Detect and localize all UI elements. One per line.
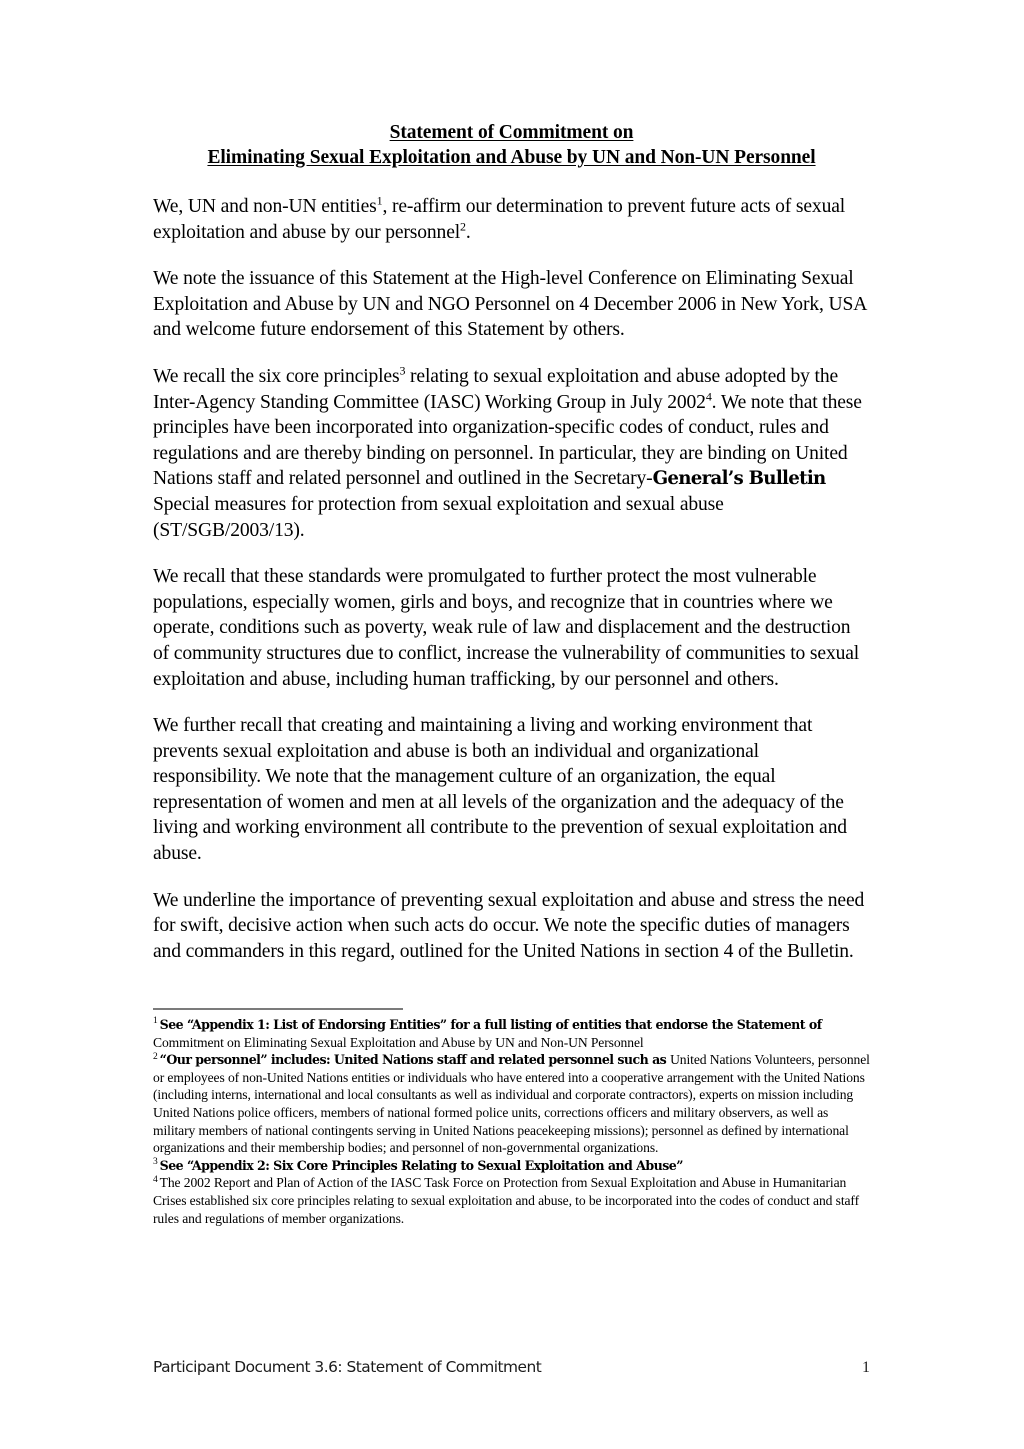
- emphasized-text: General’s Bulletin: [652, 468, 826, 490]
- document-content: [153, 0, 870, 964]
- emphasized-text: See “Appendix 2: Six Core Principles Relating to Sexual Exploitation and Abuse”: [159, 1157, 683, 1173]
- emphasized-text: “Our personnel” includes: United Nations staff and related personnel such as: [159, 1052, 671, 1068]
- footnote-list: [153, 1016, 870, 1227]
- footer-page-number: 1: [862, 1359, 870, 1376]
- title-line-1: Statement of Commitment on: [389, 122, 634, 143]
- footnotes-section: [153, 1008, 870, 1227]
- footnote-marker: 2: [153, 1051, 158, 1062]
- footnote-reference[interactable]: 1: [376, 193, 383, 208]
- body-paragraph: We further recall that creating and maintaining a living and working environment that prevents sexual exploitation and abuse is both an individual and organizational responsibility. We note that the management culture of an organization, the equal representation of women and men at all levels of the organization and the adequacy of the living and working environment all contribute to the prevention of sexual exploitation and abuse.: [153, 715, 847, 865]
- footnote-item: [153, 1157, 870, 1175]
- footnote-item: $^2$ “Our personnel” includes: United Nations staff and related personnel such as United Nations Volunteers, personnel or employees of non-United Nations entities or individuals who have entered into a cooperative arrangement with the United Nations (including interns, international and local consultants as well as individual and corporate contractors), experts on mission including United Nations police officers, members of national formed police units, corrections officers and military observers, as well as military members of national contingents serving in United Nations peacekeeping missions); personnel as defined by international organizations and their membership bodies; and personnel of non-governmental organizations.: [153, 1051, 870, 1156]
- footnote-separator-rule: [153, 1008, 403, 1010]
- page-title: [153, 0, 870, 170]
- footer-document-label: Participant Document 3.6: Statement of Commitment: [153, 1358, 542, 1376]
- body-paragraph: We underline the importance of preventing sexual exploitation and abuse and stress the need for swift, decisive action when such acts do occur. We note the specific duties of managers and commanders in this regard, outlined for the United Nations in section 4 of the Bulletin.: [153, 889, 865, 962]
- footnote-reference[interactable]: 4: [705, 389, 712, 404]
- body-paragraph: We recall that these standards were promulgated to further protect the most vulnerable populations, especially women, girls and boys, and recognize that in countries where we operate, conditions such as poverty, weak rule of law and displacement and the destruction of community structures due to conflict, increase the vulnerability of communities to sexual exploitation and abuse, including human trafficking, by our personnel and others.: [153, 566, 860, 690]
- footnote-marker: 1: [153, 1016, 158, 1027]
- footnote-item: $^1$ See “Appendix 1: List of Endorsing Entities” for a full listing of entities that endorse the Statement of Commitment on Eliminating Sexual Exploitation and Abuse by UN and Non-UN Personnel: [153, 1016, 822, 1050]
- body-paragraph: We recall the six core principles$^3$ relating to sexual exploitation and abuse adopted by the Inter-Agency Standing Committee (IASC) Working Group in July 2002$^4$. We note that these principles have been incorporated into organization-specific codes of conduct, rules and regulations and are thereby binding on personnel. In particular, they are binding on United Nations staff and related personnel and outlined in the Secretary-General’s Bulletin Special measures for protection from sexual exploitation and sexual abuse (ST/SGB/2003/13).: [153, 363, 862, 541]
- body-paragraphs: [153, 194, 870, 964]
- body-paragraph: We, UN and non-UN entities$^1$, re-affirm our determination to prevent future acts of sexual exploitation and abuse by our personnel$^2$.: [153, 193, 846, 243]
- title-line-2: Eliminating Sexual Exploitation and Abuse by UN and Non-UN Personnel: [207, 147, 816, 168]
- footnote-reference[interactable]: 2: [460, 219, 466, 234]
- footnote-reference[interactable]: 3: [399, 363, 406, 378]
- footnote-marker: 3: [153, 1157, 158, 1168]
- emphasized-text: See “Appendix 1: List of Endorsing Entities” for a full listing of entities that endorse the Statement of: [159, 1017, 822, 1032]
- footnote-item: $^4$ The 2002 Report and Plan of Action of the IASC Task Force on Protection from Sexual Exploitation and Abuse in Humanitarian Crises established six core principles relating to sexual exploitation and abuse, to be incorporated into the codes of conduct and staff rules and regulations of member organizations.: [153, 1174, 860, 1226]
- page-footer: [153, 1358, 870, 1377]
- body-paragraph: We note the issuance of this Statement at the High-level Conference on Eliminating Sexual Exploitation and Abuse by UN and NGO Personnel on 4 December 2006 in New York, USA and welcome future endorsement of this Statement by others.: [153, 268, 867, 341]
- footnote-marker: 4: [153, 1174, 158, 1185]
